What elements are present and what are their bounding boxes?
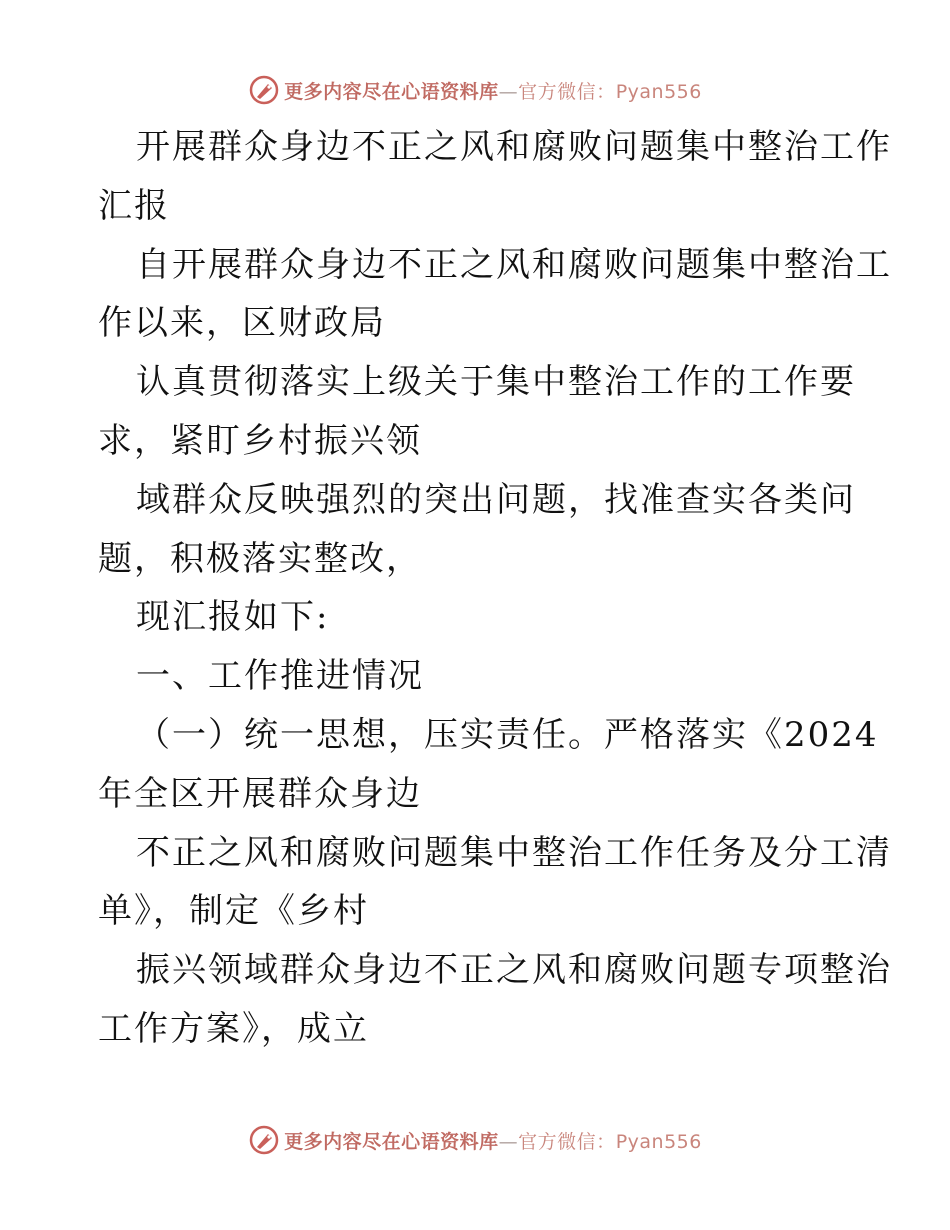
document-line: 域群众反映强烈的突出问题，找准查实各类问 bbox=[136, 479, 856, 520]
document-line: 工作方案》，成立 bbox=[98, 1008, 369, 1049]
document-line: 题，积极落实整改， bbox=[98, 538, 422, 579]
document-body bbox=[98, 118, 892, 1059]
document-line: （一）统一思想，压实责任。严格落实《2024 bbox=[136, 714, 879, 755]
document-line: 求，紧盯乡村振兴领 bbox=[98, 420, 422, 461]
document-line: 振兴领域群众身边不正之风和腐败问题专项整治 bbox=[136, 950, 892, 991]
document-line: 汇报 bbox=[98, 185, 170, 226]
document-line: 现汇报如下: bbox=[136, 597, 330, 638]
watermark-brand: 更多内容尽在心语资料库 bbox=[284, 80, 499, 103]
document-line: 自开展群众身边不正之风和腐败问题集中整治工 bbox=[136, 244, 892, 285]
watermark-separator: — bbox=[498, 1130, 519, 1153]
document-line: 不正之风和腐败问题集中整治工作任务及分工清 bbox=[136, 832, 892, 873]
watermark-wechat-label: 官方微信： bbox=[518, 80, 616, 103]
watermark-separator: — bbox=[498, 80, 519, 103]
watermark-banner-bottom bbox=[0, 1120, 950, 1160]
watermark-brand: 更多内容尽在心语资料库 bbox=[284, 1130, 499, 1153]
pen-nib-logo-icon bbox=[248, 1124, 280, 1156]
document-line: 作以来，区财政局 bbox=[98, 303, 386, 344]
document-line: 认真贯彻落实上级关于集中整治工作的工作要 bbox=[136, 362, 856, 403]
watermark-text bbox=[284, 77, 702, 104]
document-line: 年全区开展群众身边 bbox=[98, 773, 422, 814]
document-line: 单》，制定《乡村 bbox=[98, 891, 369, 932]
document-line: 一、工作推进情况 bbox=[136, 656, 424, 697]
watermark-banner-top bbox=[0, 70, 950, 110]
watermark-text bbox=[284, 1127, 702, 1154]
document-line: 开展群众身边不正之风和腐败问题集中整治工作 bbox=[136, 127, 892, 167]
watermark-wechat-id: Pyan556 bbox=[615, 1130, 702, 1153]
watermark-wechat-id: Pyan556 bbox=[615, 80, 702, 103]
watermark-wechat-label: 官方微信： bbox=[518, 1130, 616, 1153]
pen-nib-logo-icon bbox=[248, 74, 280, 106]
